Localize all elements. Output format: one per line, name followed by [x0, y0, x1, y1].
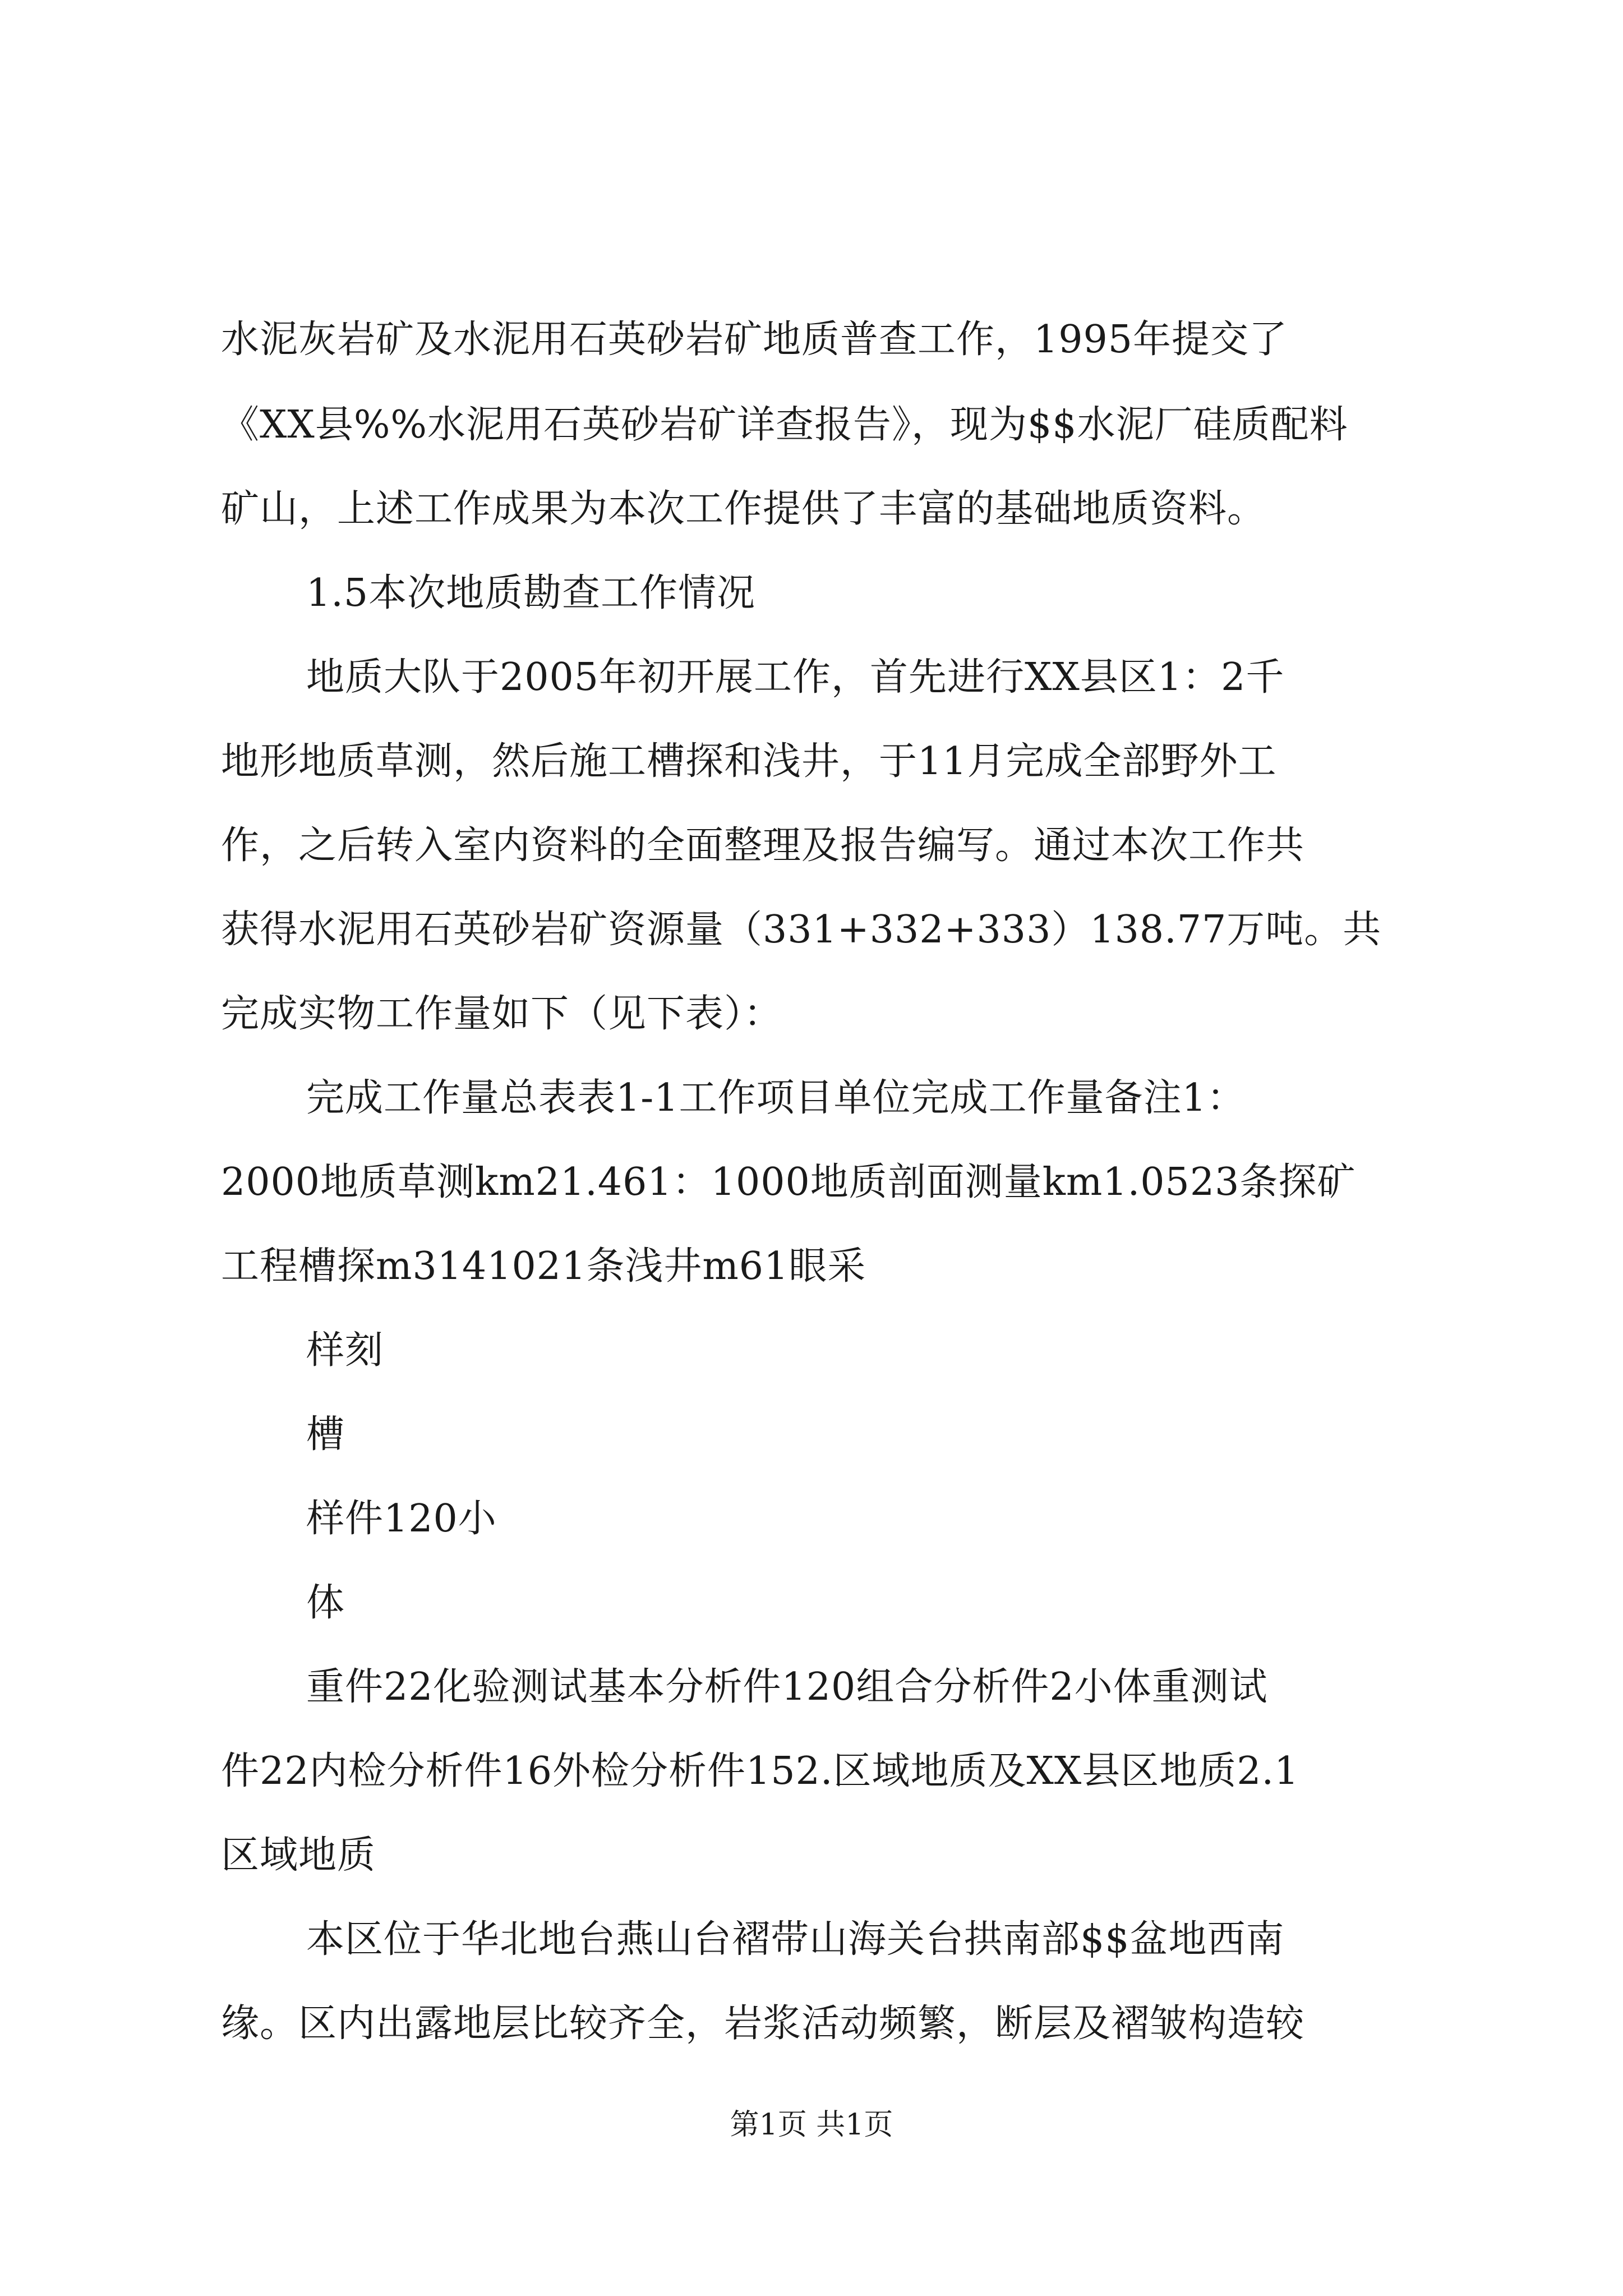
- paragraph-line: 体: [306, 1581, 345, 1625]
- paragraph-line: 缘。区内出露地层比较齐全，岩浆活动频繁，断层及褶皱构造较: [221, 2001, 1305, 2046]
- paragraph-line: 工程槽探m3141021条浅井m61眼采: [221, 1244, 866, 1289]
- paragraph-line: 地质大队于2005年初开展工作，首先进行XX县区1：2千: [306, 655, 1285, 700]
- paragraph-line: 槽: [306, 1412, 345, 1457]
- section-heading: 1.5本次地质勘查工作情况: [306, 571, 756, 615]
- paragraph-line: 作，之后转入室内资料的全面整理及报告编写。通过本次工作共: [221, 823, 1305, 868]
- paragraph-line: 水泥灰岩矿及水泥用石英砂岩矿地质普查工作，1995年提交了: [221, 318, 1288, 362]
- paragraph-line: 本区位于华北地台燕山台褶带山海关台拱南部$$盆地西南: [306, 1917, 1285, 1962]
- paragraph-line: 矿山，上述工作成果为本次工作提供了丰富的基础地质资料。: [221, 487, 1266, 531]
- paragraph-line: 《XX县%%水泥用石英砂岩矿详查报告》，现为$$水泥厂硅质配料: [221, 403, 1348, 447]
- paragraph-line: 区域地质: [221, 1833, 376, 1878]
- paragraph-line: 重件22化验测试基本分析件120组合分析件2小体重测试: [306, 1665, 1268, 1709]
- paragraph-line: 样件120小: [306, 1497, 497, 1541]
- paragraph-line: 件22内检分析件16外检分析件152.区域地质及XX县区地质2.1: [221, 1749, 1299, 1793]
- paragraph-line: 完成实物工作量如下（见下表）：: [221, 992, 783, 1036]
- paragraph-line: 样刻: [306, 1328, 384, 1373]
- paragraph-line: 完成工作量总表表1-1工作项目单位完成工作量备注1：: [306, 1076, 1246, 1120]
- paragraph-line: 2000地质草测km21.461：1000地质剖面测量km1.0523条探矿: [221, 1160, 1356, 1204]
- paragraph-line: 获得水泥用石英砂岩矿资源量（331+332+333）138.77万吨。共: [221, 908, 1382, 952]
- page-number-footer: 第1页 共1页: [730, 2108, 893, 2142]
- paragraph-line: 地形地质草测，然后施工槽探和浅井，于11月完成全部野外工: [221, 739, 1277, 784]
